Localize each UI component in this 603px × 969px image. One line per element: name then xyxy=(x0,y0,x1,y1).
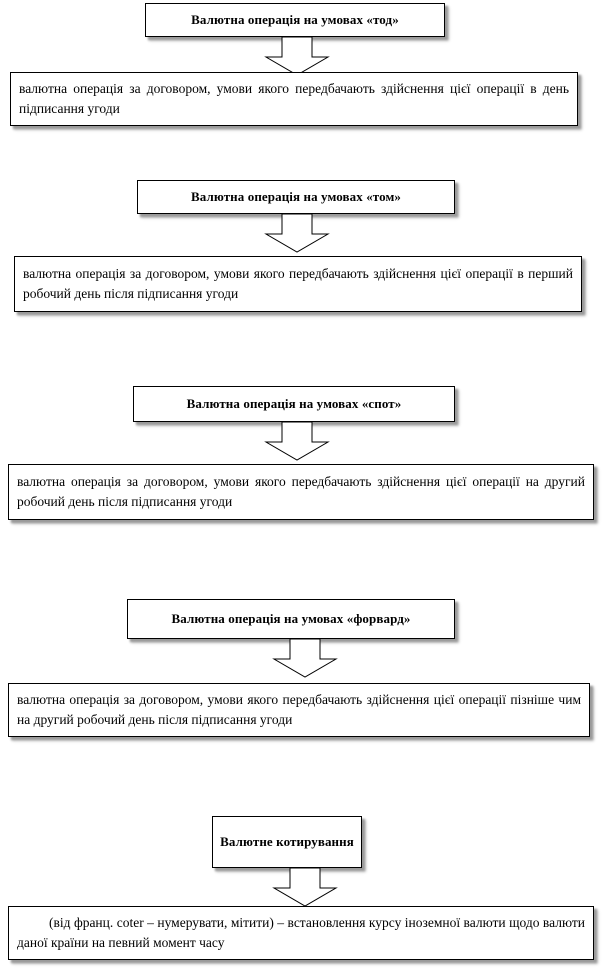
down-arrow-icon xyxy=(262,37,332,77)
block-4-description xyxy=(8,683,590,737)
block-5-description-text: (від франц. coter – нумерувати, мітити) – встановлення курсу іноземної валюти щодо валюти даної країни на певний момент часу xyxy=(17,915,585,950)
block-2-description-text: валютна операція за договором, умови якого передбачають здійснення цієї операції в перший робочий день після підписання угоди xyxy=(23,266,573,301)
block-1-description-text: валютна операція за договором, умови якого передбачають здійснення цієї операції в день підписання угоди xyxy=(19,81,569,116)
down-arrow-icon xyxy=(262,422,332,462)
down-arrow-icon xyxy=(270,868,340,908)
down-arrow-icon xyxy=(270,639,340,679)
down-arrow-icon xyxy=(262,214,332,254)
block-1-title: Валютна операція на умовах «тод» xyxy=(145,3,445,37)
block-1-description xyxy=(10,72,578,126)
block-5-description xyxy=(8,906,594,960)
block-4-description-text: валютна операція за договором, умови якого передбачають здійснення цієї операції пізніше чим на другий робочий день після підписання угоди xyxy=(17,692,581,727)
block-3-description-text: валютна операція за договором, умови якого передбачають здійснення цієї операції на другий робочий день після підписання угоди xyxy=(17,474,585,509)
block-2-description xyxy=(14,256,582,312)
block-3-description xyxy=(8,464,594,520)
block-4-title: Валютна операція на умовах «форвард» xyxy=(127,599,455,639)
block-5-title: Валютне котирування xyxy=(212,816,362,868)
block-3-title: Валютна операція на умовах «спот» xyxy=(133,386,455,422)
block-2-title: Валютна операція на умовах «том» xyxy=(137,180,455,214)
